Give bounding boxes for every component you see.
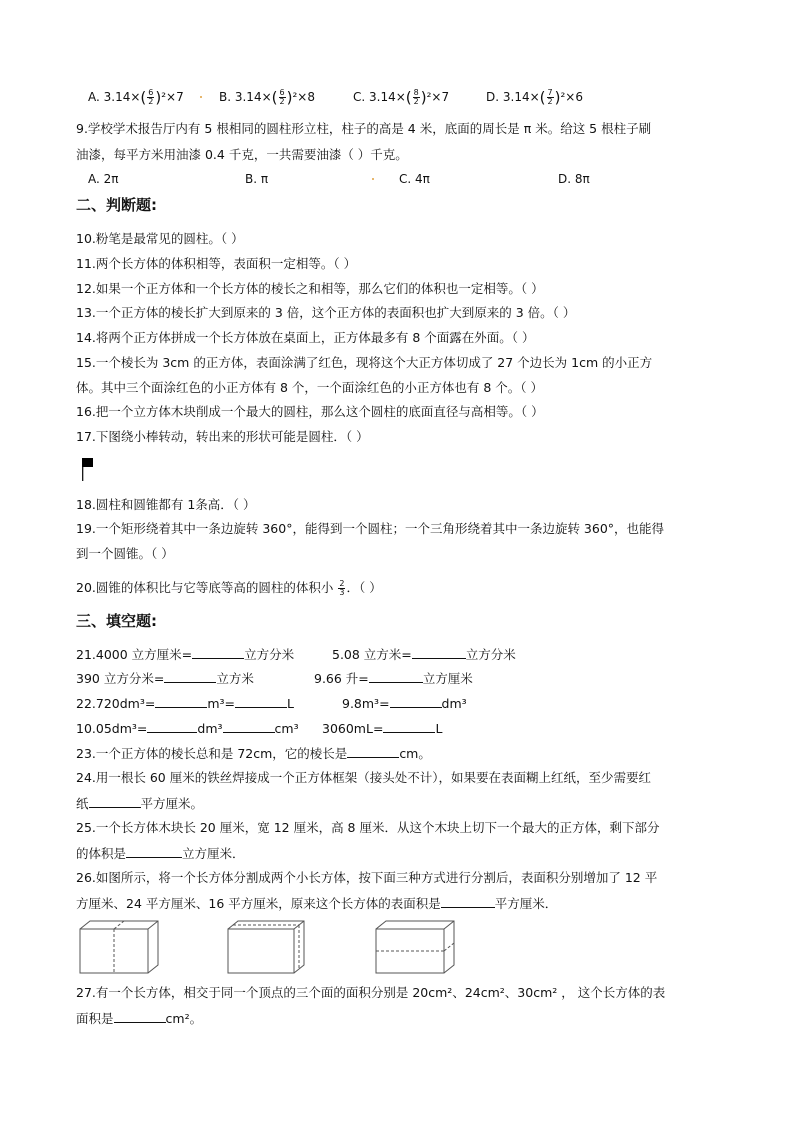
q19-line-1: 19.一个矩形绕着其中一条边旋转 360°，能得到一个圆柱；一个三角形绕着其中一条边旋转 360°，也能得 xyxy=(76,521,665,536)
q9-option-c: C. 4π xyxy=(399,172,430,186)
q24-line-2: 纸 平方厘米。 xyxy=(76,796,204,811)
cuboid-split-diagrams xyxy=(76,917,476,977)
answer-blank[interactable] xyxy=(192,646,244,659)
answer-blank[interactable] xyxy=(164,670,216,683)
q22-row-2: 10.05dm³= dm³ cm³ xyxy=(76,721,299,736)
q8-option-d-fraction: $\frac{7}{2}$ xyxy=(547,88,553,106)
q27-line-1: 27.有一个长方体，相交于同一个顶点的三个面的面积分别是 20cm²、24cm²、30cm² ， 这个长方体的表 xyxy=(76,985,666,1000)
q9-option-a: A. 2π xyxy=(88,172,119,186)
answer-blank[interactable] xyxy=(89,795,141,808)
q20: 20.圆锥的体积比与它等底等高的圆柱的体积小 $\frac{2}{3}$ ．（ ） xyxy=(76,579,382,597)
q9-option-d: D. 8π xyxy=(558,172,590,186)
q14: 14.将两个正方体拼成一个长方体放在桌面上，正方体最多有 8 个面露在外面。（ ） xyxy=(76,330,535,345)
q25-line-2: 的体积是 立方厘米． xyxy=(76,846,245,861)
q8-option-c: C. 3.14×( $\frac{8}{2}$ )²×7 xyxy=(353,88,450,107)
answer-blank[interactable] xyxy=(235,695,287,708)
q8-option-d: D. 3.14×( $\frac{7}{2}$ )²×6 xyxy=(486,88,583,107)
q21-row-2b: 9.66 升= 立方厘米 xyxy=(314,671,473,686)
q15-line-1: 15.一个棱长为 3cm 的正方体，表面涂满了红色，现将这个大正方体切成了 27 个边长为 1cm 的小正方 xyxy=(76,355,653,370)
q22-row-1b: 9.8m³= dm³ xyxy=(342,696,467,711)
cuboid-front-split xyxy=(228,921,304,973)
stray-dot xyxy=(372,178,374,180)
answer-blank[interactable] xyxy=(155,695,207,708)
q9-line-2: 油漆，每平方米用油漆 0.4 千克，一共需要油漆（ ）千克。 xyxy=(76,147,408,162)
q20-fraction: $\frac{2}{3}$ xyxy=(339,579,345,597)
cuboid-vertical-split xyxy=(80,921,158,973)
q22-row-1: 22.720dm³= m³= L xyxy=(76,696,294,711)
q22-row-2b: 3060mL= L xyxy=(322,721,443,736)
section-title-judge: 二、判断题: xyxy=(76,196,157,214)
cuboid-horizontal-split xyxy=(376,921,454,973)
answer-blank[interactable] xyxy=(223,720,275,733)
q15-line-2: 体。其中三个面涂红色的小正方体有 8 个，一个面涂红色的小正方体也有 8 个。（ ） xyxy=(76,380,544,395)
q21-row-1b: 5.08 立方米= 立方分米 xyxy=(332,647,516,662)
q8-option-c-fraction: $\frac{8}{2}$ xyxy=(413,88,419,106)
flag-on-stick-icon xyxy=(82,457,94,481)
answer-blank[interactable] xyxy=(347,745,399,758)
q26-line-1: 26.如图所示，将一个长方体分割成两个小长方体，按下面三种方式进行分割后，表面积分别增加了 12 平 xyxy=(76,870,658,885)
q8-option-a: A. 3.14×( $\frac{6}{2}$ )²×7 xyxy=(88,88,184,107)
q13: 13.一个正方体的棱长扩大到原来的 3 倍，这个正方体的表面积也扩大到原来的 3 倍。（ ） xyxy=(76,305,576,320)
q9-line-1: 9.学校学术报告厅内有 5 根相同的圆柱形立柱，柱子的高是 4 米，底面的周长是 π 米。给这 5 根柱子刷 xyxy=(76,121,652,136)
q27-line-2: 面积是 cm²。 xyxy=(76,1011,203,1026)
q8-option-b-fraction: $\frac{6}{2}$ xyxy=(279,88,285,106)
stray-dot xyxy=(200,96,202,98)
q19-line-2: 到一个圆锥。（ ） xyxy=(76,546,174,561)
answer-blank[interactable] xyxy=(126,845,182,858)
q23: 23.一个正方体的棱长总和是 72cm，它的棱长是 cm。 xyxy=(76,746,431,761)
q11: 11.两个长方体的体积相等，表面积一定相等。（ ） xyxy=(76,256,357,271)
q17: 17.下图绕小棒转动，转出来的形状可能是圆柱．（ ） xyxy=(76,429,369,444)
answer-blank[interactable] xyxy=(441,895,495,908)
q25-line-1: 25.一个长方体木块长 20 厘米，宽 12 厘米，高 8 厘米．从这个木块上切下一个最大的正方体，剩下部分 xyxy=(76,820,660,835)
q24-line-1: 24.用一根长 60 厘米的铁丝焊接成一个正方体框架（接头处不计），如果要在表面糊上红纸，至少需要红 xyxy=(76,770,651,785)
q9-option-b: B. π xyxy=(245,172,269,186)
answer-blank[interactable] xyxy=(412,646,466,659)
section-title-fill: 三、填空题: xyxy=(76,612,157,630)
answer-blank[interactable] xyxy=(383,720,435,733)
q10: 10.粉笔是最常见的圆柱。（ ） xyxy=(76,231,244,246)
answer-blank[interactable] xyxy=(390,695,442,708)
answer-blank[interactable] xyxy=(147,720,197,733)
q21-row-2: 390 立方分米= 立方米 xyxy=(76,671,254,686)
q21-row-1: 21.4000 立方厘米= 立方分米 xyxy=(76,647,295,662)
answer-blank[interactable] xyxy=(369,670,423,683)
q8-option-b: B. 3.14×( $\frac{6}{2}$ )²×8 xyxy=(219,88,315,107)
q8-option-a-text: A. 3.14× xyxy=(88,90,141,104)
q8-option-a-fraction: $\frac{6}{2}$ xyxy=(148,88,154,106)
q18: 18.圆柱和圆锥都有 1条高．（ ） xyxy=(76,497,256,512)
q16: 16.把一个立方体木块削成一个最大的圆柱，那么这个圆柱的底面直径与高相等。（ ） xyxy=(76,404,544,419)
answer-blank[interactable] xyxy=(114,1010,166,1023)
q12: 12.如果一个正方体和一个长方体的棱长之和相等，那么它们的体积也一定相等。（ ） xyxy=(76,281,544,296)
q26-line-2: 方厘米、24 平方厘米、16 平方厘米，原来这个长方体的表面积是 平方厘米． xyxy=(76,896,558,911)
